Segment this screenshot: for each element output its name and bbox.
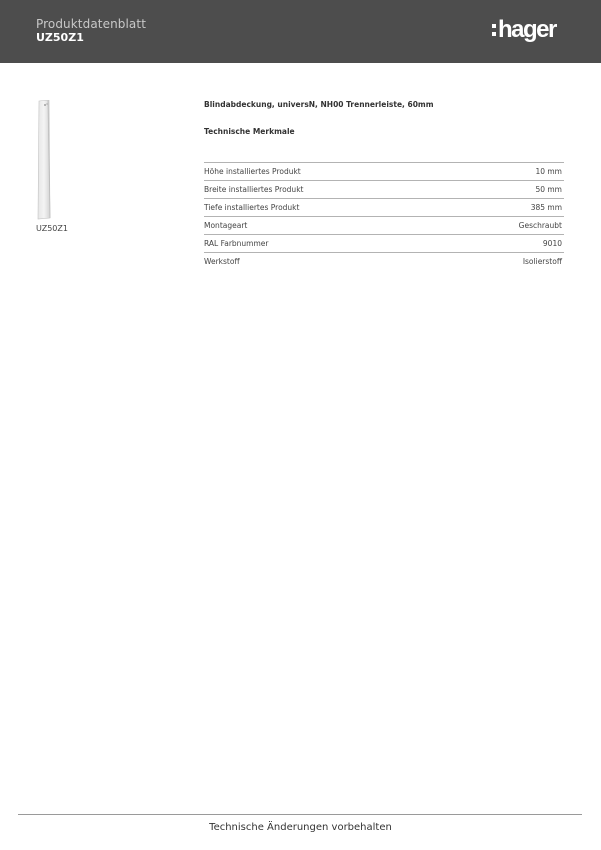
logo-wordmark: hager — [498, 16, 556, 43]
section-title: Technische Merkmale — [204, 127, 295, 136]
footer-divider — [18, 814, 582, 815]
spec-value: 385 mm — [530, 203, 562, 212]
product-image-caption: UZ50Z1 — [36, 224, 68, 233]
spec-value: 50 mm — [535, 185, 562, 194]
spec-label: Breite installiertes Produkt — [204, 185, 304, 194]
spec-value: Isolierstoff — [522, 257, 562, 266]
table-row — [204, 163, 564, 181]
logo-dots-icon — [492, 22, 496, 38]
spec-label: Montageart — [204, 221, 248, 230]
table-row — [204, 217, 564, 235]
spec-label: Tiefe installiertes Produkt — [204, 203, 300, 212]
table-row — [204, 235, 564, 253]
table-row — [204, 199, 564, 217]
specs-table — [204, 162, 564, 270]
spec-value: Geschraubt — [518, 221, 562, 230]
spec-value: 9010 — [542, 239, 562, 248]
document-code: UZ50Z1 — [36, 31, 84, 44]
hager-logo — [492, 16, 556, 44]
spec-label: Höhe installiertes Produkt — [204, 167, 301, 176]
product-title: Blindabdeckung, universN, NH00 Trennerleiste, 60mm — [204, 100, 434, 109]
table-row — [204, 181, 564, 199]
product-image — [36, 100, 52, 220]
footer-note: Technische Änderungen vorbehalten — [209, 822, 392, 833]
spec-value: 10 mm — [535, 167, 562, 176]
document-type: Produktdatenblatt — [36, 17, 146, 31]
spec-label: RAL Farbnummer — [204, 239, 269, 248]
spec-label: Werkstoff — [204, 257, 240, 266]
table-row — [204, 253, 564, 270]
header-bar — [0, 0, 601, 63]
